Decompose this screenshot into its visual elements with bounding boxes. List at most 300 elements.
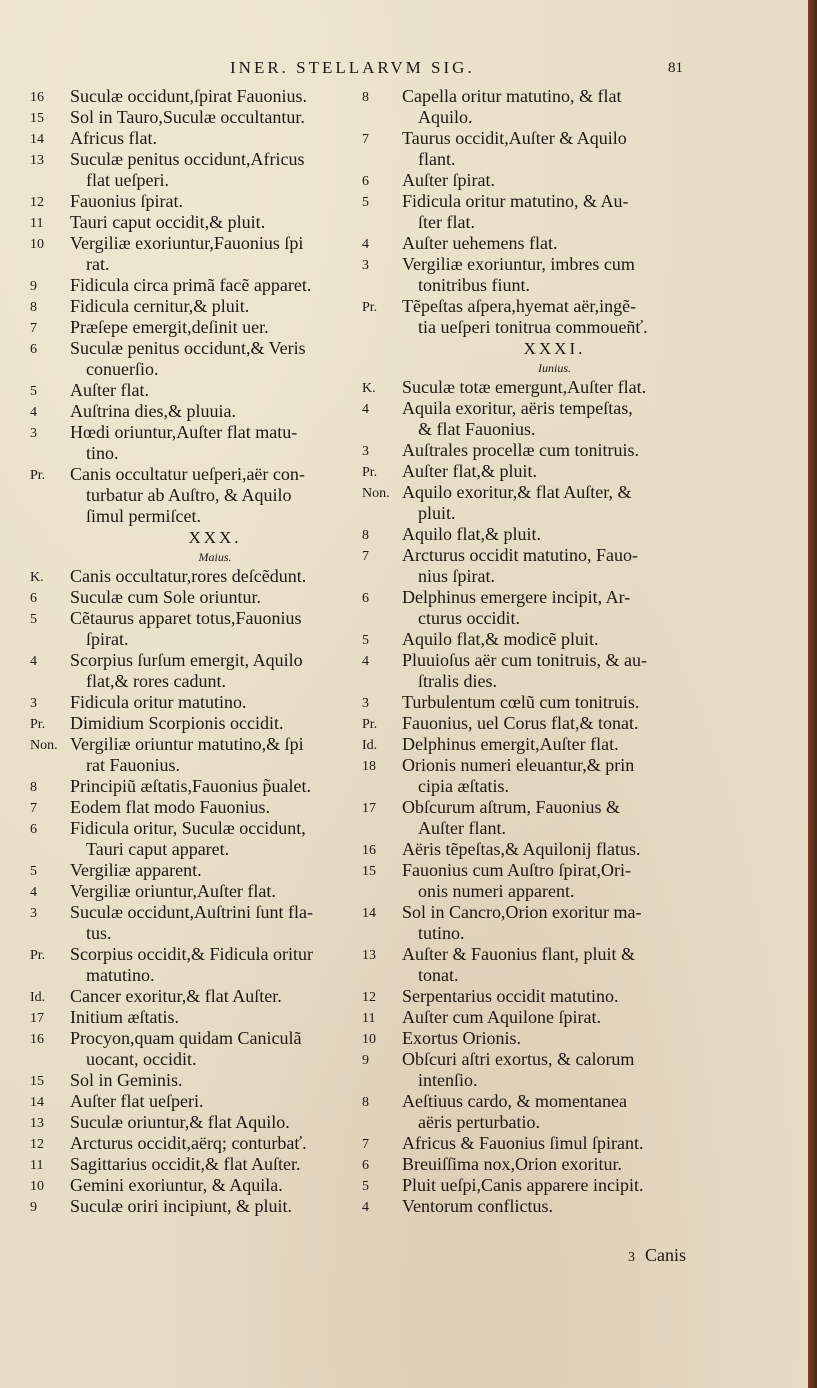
entry-line: Canis occultatur ueſperi,aër con- [70, 464, 305, 484]
entry-line: conuerſio. [86, 359, 159, 379]
calendar-entry [362, 797, 707, 839]
calendar-entry [30, 86, 360, 107]
entry-line: flant. [418, 149, 456, 169]
entry-line: tus. [86, 923, 112, 943]
entry-text [70, 296, 360, 317]
entry-line: Suculæ cum Sole oriuntur. [70, 587, 261, 607]
day-number: Pr. [362, 465, 378, 480]
calendar-entry [362, 692, 707, 713]
calendar-entry [362, 944, 707, 986]
day-number: 11 [30, 216, 44, 231]
entry-line: Fidicula oritur matutino. [70, 692, 247, 712]
right-column [362, 86, 707, 1217]
day-number: 7 [362, 132, 369, 147]
day-number: 12 [362, 990, 376, 1005]
calendar-entry [30, 1154, 360, 1175]
day-number: Non. [30, 738, 58, 753]
entry-text [70, 734, 360, 776]
entry-line: Suculæ oriri incipiunt, & pluit. [70, 1196, 292, 1216]
day-number: 10 [30, 1179, 44, 1194]
day-number: 8 [30, 780, 37, 795]
entry-line: & flat Fauonius. [418, 419, 536, 439]
entry-text [402, 797, 707, 839]
entry-line: Capella oritur matutino, & flat [402, 86, 622, 106]
day-number: Id. [30, 990, 46, 1005]
entry-line: Aeſtiuus cardo, & momentanea [402, 1091, 627, 1111]
day-number: 13 [362, 948, 376, 963]
day-number: 8 [362, 90, 369, 105]
calendar-entry [30, 587, 360, 608]
calendar-entry [30, 650, 360, 692]
entry-line: Obſcuri aſtri exortus, & calorum [402, 1049, 635, 1069]
entry-line: Auſtrina dies,& pluuia. [70, 401, 236, 421]
calendar-entry [362, 128, 707, 170]
calendar-entry [30, 464, 360, 527]
entry-text [70, 317, 360, 338]
entry-line: Pluuioſus aër cum tonitruis, & au- [402, 650, 647, 670]
entry-line: Cancer exoritur,& flat Auſter. [70, 986, 282, 1006]
calendar-entry [362, 524, 707, 545]
calendar-entry [362, 1007, 707, 1028]
entry-line: Auſter ſpirat. [402, 170, 495, 190]
entry-text [402, 1028, 707, 1049]
calendar-entry [30, 275, 360, 296]
day-number: 14 [362, 906, 376, 921]
entry-text [70, 1112, 360, 1133]
entry-line: Hœdi oriuntur,Auſter flat matu- [70, 422, 298, 442]
day-number: 17 [30, 1011, 44, 1026]
entry-line: nius ſpirat. [418, 566, 495, 586]
entry-text [402, 191, 707, 233]
entry-line: Auſter flat. [70, 380, 149, 400]
entry-line: Sagittarius occidit,& flat Auſter. [70, 1154, 301, 1174]
day-number: 3 [362, 258, 369, 273]
day-number: 6 [30, 822, 37, 837]
calendar-entry [362, 629, 707, 650]
calendar-entry [362, 986, 707, 1007]
entry-text [70, 191, 360, 212]
entry-line: Sol in Cancro,Orion exoritur ma- [402, 902, 642, 922]
entry-line: Ventorum conflictus. [402, 1196, 553, 1216]
entry-line: Vergiliæ oriuntur,Auſter flat. [70, 881, 276, 901]
calendar-entry [30, 1133, 360, 1154]
month-label: Iunius. [538, 361, 571, 375]
day-number: Pr. [30, 468, 46, 483]
entry-text [70, 86, 360, 107]
day-number: 3 [30, 426, 37, 441]
entry-text [70, 107, 360, 128]
calendar-entry [362, 1154, 707, 1175]
day-number: 9 [30, 1200, 37, 1215]
entry-text [402, 587, 707, 629]
day-number: 4 [30, 405, 37, 420]
entry-line: Suculæ occidunt,Auſtrini ſunt fla- [70, 902, 313, 922]
entry-line: Tauri caput occidit,& pluit. [70, 212, 266, 232]
day-number: 11 [30, 1158, 44, 1173]
day-number: 5 [30, 384, 37, 399]
entry-text [402, 944, 707, 986]
entry-line: Præſepe emergit,deſinit uer. [70, 317, 269, 337]
entry-line: Tẽpeſtas aſpera,hyemat aër,ingẽ- [402, 296, 637, 316]
entry-text [402, 254, 707, 296]
day-number: 15 [362, 864, 376, 879]
entry-line: Delphinus emergere incipit, Ar- [402, 587, 631, 607]
calendar-entry [30, 734, 360, 776]
day-number: 5 [362, 1179, 369, 1194]
entry-line: Scorpius occidit,& Fidicula oritur [70, 944, 313, 964]
entry-line: Vergiliæ oriuntur matutino,& ſpi [70, 734, 304, 754]
day-number: 15 [30, 111, 44, 126]
entry-line: rat. [86, 254, 110, 274]
entry-text [70, 944, 360, 986]
entry-text [70, 464, 360, 527]
entry-line: Pluit ueſpi,Canis apparere incipit. [402, 1175, 644, 1195]
entry-line: Aquilo flat,& pluit. [402, 524, 541, 544]
entry-line: Fidicula oritur matutino, & Au- [402, 191, 629, 211]
entry-text [70, 797, 360, 818]
entry-line: uocant, occidit. [86, 1049, 197, 1069]
day-number: 6 [362, 1158, 369, 1173]
entry-text [402, 902, 707, 944]
entry-line: Auſter flant. [418, 818, 506, 838]
calendar-entry [362, 839, 707, 860]
entry-text [70, 1154, 360, 1175]
entry-line: turbatur ab Auſtro, & Aquilo [86, 485, 292, 505]
day-number: Pr. [362, 717, 378, 732]
entry-line: tutino. [418, 923, 465, 943]
catchword-text: Canis [645, 1245, 687, 1265]
day-number: 5 [362, 195, 369, 210]
day-number: Non. [362, 486, 390, 501]
day-number: 5 [30, 864, 37, 879]
calendar-entry [30, 566, 360, 587]
entry-text [402, 650, 707, 692]
entry-text [402, 1175, 707, 1196]
entry-line: Auſter flat ueſperi. [70, 1091, 204, 1111]
day-number: 4 [362, 1200, 369, 1215]
entry-line: Africus & Fauonius ſimul ſpirant. [402, 1133, 644, 1153]
entry-line: Aëris tẽpeſtas,& Aquilonij flatus. [402, 839, 641, 859]
entry-text [402, 545, 707, 587]
calendar-entry [30, 128, 360, 149]
entry-line: Auſter uehemens flat. [402, 233, 558, 253]
day-number: 9 [362, 1053, 369, 1068]
entry-text [70, 566, 360, 587]
entry-text [70, 818, 360, 860]
day-number: 6 [362, 174, 369, 189]
entry-line: Aquilo. [418, 107, 473, 127]
day-number: 17 [362, 801, 376, 816]
entry-line: flat,& rores cadunt. [86, 671, 226, 691]
entry-line: Fidicula cernitur,& pluit. [70, 296, 250, 316]
calendar-entry [30, 1007, 360, 1028]
entry-text [70, 902, 360, 944]
entry-line: ſter flat. [418, 212, 475, 232]
day-number: 16 [30, 90, 44, 105]
entry-text [70, 1175, 360, 1196]
entry-text [402, 233, 707, 254]
calendar-entry [30, 191, 360, 212]
entry-line: ſpirat. [86, 629, 129, 649]
day-number: 9 [30, 279, 37, 294]
page-header [0, 58, 808, 82]
entry-text [402, 461, 707, 482]
entry-text [70, 1133, 360, 1154]
entry-text [402, 1133, 707, 1154]
entry-line: Aquilo exoritur,& flat Auſter, & [402, 482, 632, 502]
entry-line: rat Fauonius. [86, 755, 180, 775]
calendar-entry [30, 986, 360, 1007]
entry-text [402, 755, 707, 797]
day-number: 4 [362, 237, 369, 252]
entry-text [402, 440, 707, 461]
entry-line: Suculæ penitus occidunt,Africus [70, 149, 305, 169]
entry-line: Cẽtaurus apparet totus,Fauonius [70, 608, 302, 628]
entry-line: ſimul permiſcet. [86, 506, 201, 526]
entry-text [70, 881, 360, 902]
entry-line: Auſter flat,& pluit. [402, 461, 537, 481]
entry-line: Eodem flat modo Fauonius. [70, 797, 270, 817]
entry-text [70, 587, 360, 608]
day-number: 14 [30, 132, 44, 147]
entry-line: Vergiliæ apparent. [70, 860, 202, 880]
calendar-entry [362, 1028, 707, 1049]
entry-text [402, 629, 707, 650]
entry-line: aëris perturbatio. [418, 1112, 540, 1132]
calendar-entry [30, 380, 360, 401]
calendar-entry [362, 1049, 707, 1091]
entry-text [70, 1007, 360, 1028]
entry-line: ſtralis dies. [418, 671, 497, 691]
entry-text [402, 524, 707, 545]
calendar-entry [30, 608, 360, 650]
calendar-entry [30, 776, 360, 797]
entry-line: Fauonius, uel Corus flat,& tonat. [402, 713, 639, 733]
calendar-entry [30, 338, 360, 380]
entry-line: Gemini exoriuntur, & Aquila. [70, 1175, 283, 1195]
folio-number: 81 [668, 60, 683, 76]
calendar-entry [362, 296, 707, 338]
entry-line: Initium æſtatis. [70, 1007, 180, 1027]
calendar-entry [362, 254, 707, 296]
calendar-entry [30, 713, 360, 734]
entry-text [70, 692, 360, 713]
entry-text [70, 713, 360, 734]
entry-line: Procyon,quam quidam Caniculã [70, 1028, 302, 1048]
calendar-entry [362, 86, 707, 128]
entry-line: cturus occidit. [418, 608, 520, 628]
entry-text [70, 128, 360, 149]
calendar-entry [362, 1133, 707, 1154]
day-number: K. [30, 570, 44, 585]
calendar-entry [30, 233, 360, 275]
entry-line: Fauonius ſpirat. [70, 191, 183, 211]
calendar-entry [362, 1196, 707, 1217]
day-number: 12 [30, 1137, 44, 1152]
entry-line: Arcturus occidit,aërq; conturbať. [70, 1133, 307, 1153]
entry-line: Delphinus emergit,Auſter flat. [402, 734, 619, 754]
entry-line: Africus flat. [70, 128, 157, 148]
entry-line: Vergiliæ exoriuntur, imbres cum [402, 254, 635, 274]
calendar-entry [30, 1070, 360, 1091]
entry-text [402, 170, 707, 191]
day-number: 14 [30, 1095, 44, 1110]
calendar-entry [30, 881, 360, 902]
catchword-number: 3 [628, 1250, 635, 1265]
catchword [628, 1245, 686, 1266]
day-number: 11 [362, 1011, 376, 1026]
entry-line: pluit. [418, 503, 456, 523]
day-number: 4 [30, 654, 37, 669]
calendar-entry [30, 317, 360, 338]
day-number: 5 [30, 612, 37, 627]
calendar-entry [362, 461, 707, 482]
entry-line: Arcturus occidit matutino, Fauo- [402, 545, 638, 565]
day-number: 16 [362, 843, 376, 858]
calendar-entry [30, 692, 360, 713]
entry-text [402, 1196, 707, 1217]
entry-line: Taurus occidit,Auſter & Aquilo [402, 128, 627, 148]
calendar-entry [362, 191, 707, 233]
calendar-entry [362, 233, 707, 254]
day-number: 10 [362, 1032, 376, 1047]
day-number: 15 [30, 1074, 44, 1089]
section-heading: XXX. [188, 528, 242, 547]
calendar-entry [30, 107, 360, 128]
day-number: 6 [362, 591, 369, 606]
entry-line: cipia æſtatis. [418, 776, 509, 796]
entry-text [70, 608, 360, 650]
entry-text [70, 650, 360, 692]
calendar-entry [362, 902, 707, 944]
entry-line: Scorpius ſurſum emergit, Aquilo [70, 650, 303, 670]
calendar-entry [30, 1091, 360, 1112]
page-edge [808, 0, 817, 1388]
entry-text [70, 338, 360, 380]
entry-line: matutino. [86, 965, 155, 985]
day-number: 4 [362, 654, 369, 669]
calendar-entry [30, 401, 360, 422]
entry-line: Exortus Orionis. [402, 1028, 521, 1048]
entry-line: Serpentarius occidit matutino. [402, 986, 619, 1006]
entry-text [70, 275, 360, 296]
calendar-entry [362, 860, 707, 902]
entry-text [70, 212, 360, 233]
day-number: 4 [30, 885, 37, 900]
entry-line: intenſio. [418, 1070, 478, 1090]
day-number: 3 [30, 906, 37, 921]
calendar-entry [30, 422, 360, 464]
entry-line: Canis occultatur,rores deſcẽdunt. [70, 566, 307, 586]
calendar-entry [362, 734, 707, 755]
day-number: 4 [362, 402, 369, 417]
entry-line: Fidicula circa primã facẽ apparet. [70, 275, 312, 295]
day-number: 12 [30, 195, 44, 210]
entry-line: Auſtrales procellæ cum tonitruis. [402, 440, 639, 460]
entry-line: Obſcurum aſtrum, Fauonius & [402, 797, 620, 817]
day-number: 3 [30, 696, 37, 711]
running-head: INER. STELLARVM SIG. [230, 58, 475, 77]
entry-text [402, 1091, 707, 1133]
day-number: 6 [30, 342, 37, 357]
entry-text [70, 1196, 360, 1217]
entry-text [70, 860, 360, 881]
entry-line: Principiũ æſtatis,Fauonius p̃ualet. [70, 776, 311, 796]
entry-text [402, 986, 707, 1007]
day-number: 8 [362, 528, 369, 543]
calendar-entry [30, 818, 360, 860]
entry-text [402, 713, 707, 734]
day-number: 3 [362, 444, 369, 459]
day-number: 7 [362, 549, 369, 564]
calendar-entry [362, 650, 707, 692]
day-number: 7 [30, 801, 37, 816]
entry-line: Sol in Geminis. [70, 1070, 183, 1090]
entry-line: Suculæ totæ emergunt,Auſter flat. [402, 377, 647, 397]
calendar-entry [30, 1112, 360, 1133]
calendar-entry [30, 860, 360, 881]
calendar-entry [362, 755, 707, 797]
calendar-entry [362, 1091, 707, 1133]
entry-text [402, 128, 707, 170]
entry-text [402, 1154, 707, 1175]
calendar-entry [362, 377, 707, 398]
day-number: Id. [362, 738, 378, 753]
calendar-entry [30, 1196, 360, 1217]
calendar-entry [362, 713, 707, 734]
calendar-entry [30, 296, 360, 317]
entry-line: Fauonius cum Auſtro ſpirat,Ori- [402, 860, 631, 880]
day-number: 10 [30, 237, 44, 252]
entry-text [70, 401, 360, 422]
entry-text [402, 692, 707, 713]
entry-line: Aquila exoritur, aëris tempeſtas, [402, 398, 633, 418]
calendar-entry [362, 1175, 707, 1196]
entry-line: tia ueſperi tonitrua commoueñť. [418, 317, 648, 337]
calendar-entry [30, 944, 360, 986]
entry-text [402, 482, 707, 524]
calendar-entry [30, 1028, 360, 1070]
entry-line: flat ueſperi. [86, 170, 169, 190]
calendar-entry [362, 440, 707, 461]
day-number: 13 [30, 1116, 44, 1131]
entry-line: Orionis numeri eleuantur,& prin [402, 755, 635, 775]
entry-line: Vergiliæ exoriuntur,Fauonius ſpi [70, 233, 304, 253]
entry-line: Aquilo flat,& modicẽ pluit. [402, 629, 599, 649]
entry-line: tino. [86, 443, 119, 463]
calendar-entry [30, 212, 360, 233]
entry-text [402, 860, 707, 902]
day-number: 8 [362, 1095, 369, 1110]
calendar-entry [362, 587, 707, 629]
day-number: 3 [362, 696, 369, 711]
entry-text [402, 377, 707, 398]
entry-line: Suculæ oriuntur,& flat Aquilo. [70, 1112, 290, 1132]
entry-line: Auſter & Fauonius flant, pluit & [402, 944, 635, 964]
entry-text [402, 1007, 707, 1028]
entry-text [70, 149, 360, 191]
entry-line: Sol in Tauro,Suculæ occultantur. [70, 107, 305, 127]
day-number: Pr. [30, 948, 46, 963]
entry-text [70, 1028, 360, 1070]
entry-text [402, 296, 707, 338]
day-number: K. [362, 381, 376, 396]
calendar-entry [362, 170, 707, 191]
entry-line: tonat. [418, 965, 459, 985]
day-number: 8 [30, 300, 37, 315]
entry-line: onis numeri apparent. [418, 881, 575, 901]
entry-text [70, 233, 360, 275]
